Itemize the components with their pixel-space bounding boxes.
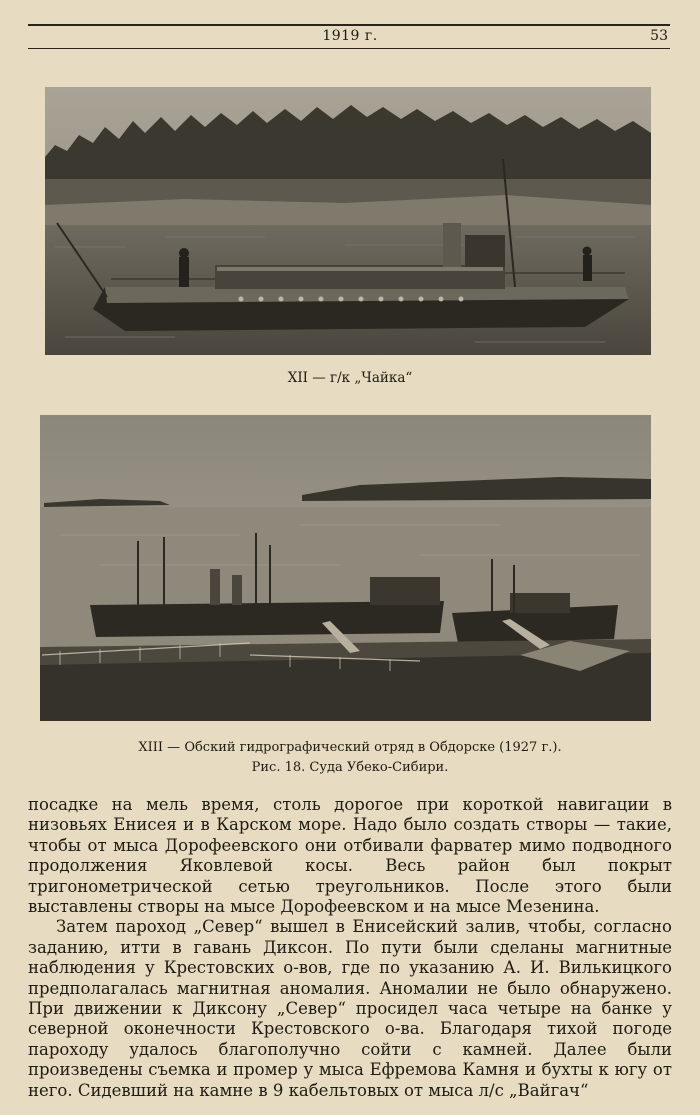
figure-caption-xiii: XIII — Обский гидрографический отряд в Обдорске (1927 г.). — [138, 740, 562, 755]
header-rule-bottom — [28, 48, 670, 49]
header-rule-top — [28, 24, 670, 26]
photo-boat-chaika — [45, 87, 651, 355]
running-head: 1919 г. — [322, 28, 378, 44]
page-number: 53 — [650, 28, 668, 44]
body-text — [28, 795, 672, 1101]
figure-caption-fig18: Рис. 18. Суда Убеко-Сибири. — [251, 760, 449, 775]
paragraph: Затем пароход „Север“ вышел в Енисейский залив, чтобы, согласно заданию, итти в гавань Диксон. По пути были сделаны магнитные наблюдения у Крестовских о-вов, где по указанию А. И. Вилькицкого предполагалась магнитная аномалия. Аномалии не было обнаружено. При движении к Диксону „Север“ просидел часа четыре на банке у северной оконечности Крестовского о-ва. Благодаря тихой погоде пароходу удалось благополучно сойти с камней. Далее были произведены съемка и промер у мыса Ефремова Камня и бухты к югу от него. Сидевший на камне в 9 кабельтовых от мыса л/с „Вайгач“ — [28, 917, 672, 1100]
figure-caption-xii: XII — г/к „Чайка“ — [287, 370, 413, 386]
photo-obdorsk-ships — [40, 415, 651, 721]
paragraph: посадке на мель время, столь дорогое при короткой навигации в низовьях Енисея и в Карском море. Надо было создать створы — такие, чтобы от мыса Дорофеевского они отбивали фарватер мимо подводного продолжения Яковлевой косы. Весь район был покрыт тригонометрической сетью треугольников. После этого были выставлены створы на мысе Дорофеевском и на мысе Мезенина. — [28, 795, 672, 917]
